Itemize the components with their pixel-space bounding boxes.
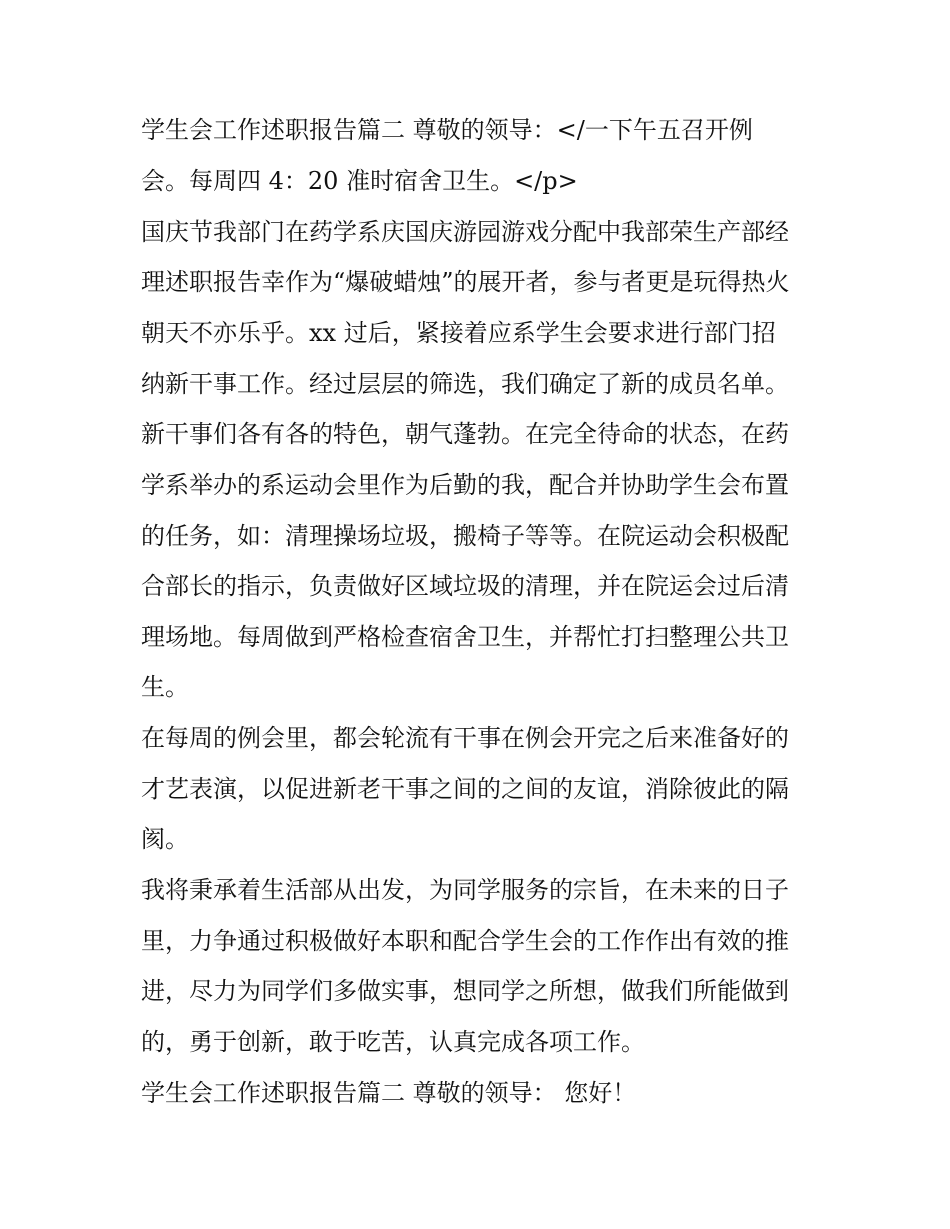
text-line: 理述职报告幸作为“爆破蜡烛”的展开者，参与者更是玩得热火: [141, 268, 790, 296]
text-line: 才艺表演，以促进新老干事之间的之间的友谊，消除彼此的隔: [141, 775, 789, 803]
text-line: 纳新干事工作。经过层层的筛选，我们确定了新的成员名单。: [141, 370, 789, 398]
text-line: 生。: [141, 673, 189, 701]
text-line: 学系举办的系运动会里作为后勤的我，配合并协助学生会布置: [141, 471, 789, 499]
text-line: 理场地。每周做到严格检查宿舍卫生，并帮忙打扫整理公共卫: [141, 623, 789, 651]
text-line: 会。每周四 4：20 准时宿舍卫生。</p>: [141, 167, 578, 195]
text-line: 合部长的指示，负责做好区域垃圾的清理，并在院运会过后清: [141, 572, 789, 600]
text-line: 学生会工作述职报告篇二 尊敬的领导： 您好！: [141, 1079, 637, 1107]
text-line: 进，尽力为同学们多做实事，想同学之所想，做我们所能做到: [141, 977, 789, 1005]
text-line: 的，勇于创新，敢于吃苦，认真完成各项工作。: [141, 1028, 645, 1056]
text-line: 里，力争通过积极做好本职和配合学生会的工作作出有效的推: [141, 927, 789, 955]
text-line: 我将秉承着生活部从出发，为同学服务的宗旨，在未来的日子: [141, 876, 789, 904]
text-line: 在每周的例会里，都会轮流有干事在例会开完之后来准备好的: [141, 724, 789, 752]
text-line: 国庆节我部门在药学系庆国庆游园游戏分配中我部荣生产部经: [141, 218, 789, 246]
text-line: 的任务，如：清理操场垃圾，搬椅子等等。在院运动会积极配: [141, 522, 789, 550]
text-line: 新干事们各有各的特色，朝气蓬勃。在完全待命的状态，在药: [141, 420, 789, 448]
text-line: 阂。: [141, 825, 189, 853]
text-line: 朝天不亦乐乎。xx 过后，紧接着应系学生会要求进行部门招: [141, 319, 776, 347]
text-line: 学生会工作述职报告篇二 尊敬的领导：</一下午五召开例: [141, 116, 753, 144]
